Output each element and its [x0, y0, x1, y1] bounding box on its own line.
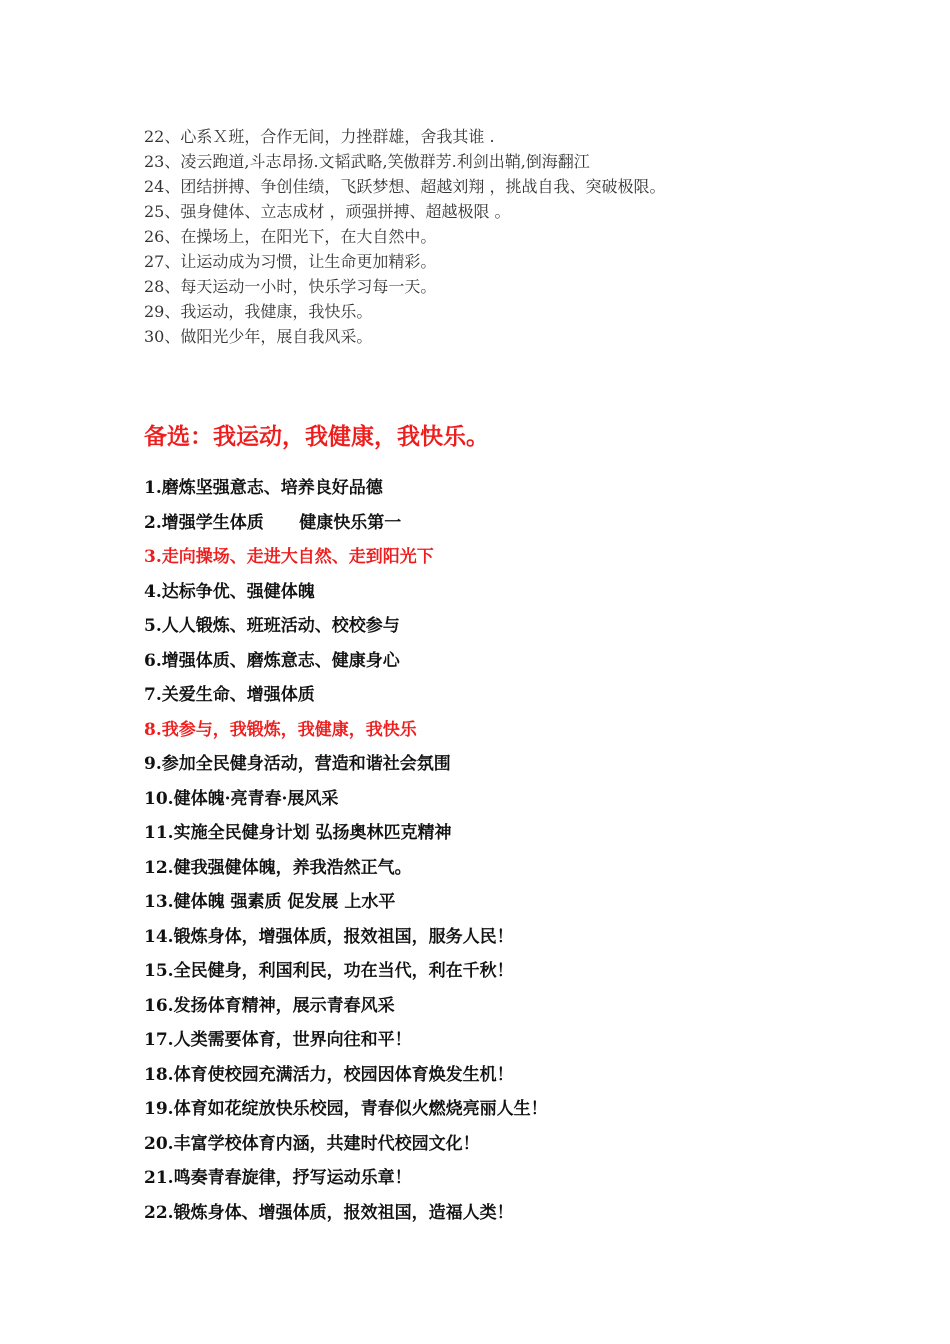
alt-slogan-item: 21.鸣奏青春旋律，抒写运动乐章！ [144, 1168, 412, 1188]
slogan-item: 29、我运动，我健康，我快乐。 [144, 302, 373, 321]
alt-slogan-item: 2.增强学生体质 健康快乐第一 [144, 512, 402, 533]
alt-slogan-item: 14.锻炼身体，增强体质，报效祖国，服务人民！ [144, 926, 514, 947]
alt-slogan-item: 4.达标争优、强健体魄 [144, 581, 315, 602]
alt-slogan-item: 19.体育如花绽放快乐校园，青春似火燃烧亮丽人生！ [144, 1099, 548, 1119]
slogan-item: 26、在操场上，在阳光下，在大自然中。 [144, 227, 437, 246]
alt-slogan-item: 20.丰富学校体育内涵，共建时代校园文化！ [144, 1133, 480, 1154]
alt-slogan-item: 9.参加全民健身活动，营造和谐社会氛围 [144, 754, 451, 774]
slogan-item: 24、团结拼搏、争创佳绩，飞跃梦想、超越刘翔 ，挑战自我、突破极限。 [144, 177, 666, 196]
slogan-item: 28、每天运动一小时，快乐学习每一天。 [144, 277, 437, 296]
alt-slogan-item: 17.人类需要体育，世界向往和平！ [144, 1030, 412, 1050]
slogan-item: 23、凌云跑道,斗志昂扬.文韬武略,笑傲群芳.利剑出鞘,倒海翻江 [144, 152, 590, 171]
alternative-heading: 备选：我运动，我健康，我快乐。 [144, 423, 489, 450]
alt-slogan-item-highlighted: 8.我参与，我锻炼，我健康，我快乐 [144, 719, 417, 740]
alt-slogan-item: 7.关爱生命、增强体质 [144, 685, 315, 705]
slogan-item: 30、做阳光少年，展自我风采。 [144, 327, 373, 346]
alternative-slogan-list [144, 471, 548, 1230]
alt-slogan-item: 5.人人锻炼、班班活动、校校参与 [144, 616, 400, 636]
slogan-item: 25、强身健体、立志成材 ，顽强拼搏、超越极限 。 [144, 202, 511, 221]
alt-slogan-item: 11.实施全民健身计划 弘扬奥林匹克精神 [144, 823, 452, 843]
alt-slogan-item: 12.健我强健体魄，养我浩然正气。 [144, 857, 412, 878]
slogan-list-continued [144, 124, 665, 349]
alt-slogan-item: 6.增强体质、磨炼意志、健康身心 [144, 650, 400, 671]
alt-slogan-item: 16.发扬体育精神，展示青春风采 [144, 995, 395, 1016]
alt-slogan-item: 15.全民健身，利国利民，功在当代，利在千秋！ [144, 961, 514, 981]
alt-slogan-item-highlighted: 3.走向操场、走进大自然、走到阳光下 [144, 547, 434, 567]
slogan-item: 22、心系Ｘ班，合作无间，力挫群雄，舍我其谁 . [144, 127, 495, 146]
alt-slogan-item: 22.锻炼身体、增强体质，报效祖国，造福人类！ [144, 1202, 514, 1223]
alt-slogan-item: 10.健体魄·亮青春·展风采 [144, 788, 339, 809]
slogan-item: 27、让运动成为习惯，让生命更加精彩。 [144, 252, 437, 271]
alt-slogan-item: 13.健体魄 强素质 促发展 上水平 [144, 892, 396, 912]
alt-slogan-item: 1.磨炼坚强意志、培养良好品德 [144, 478, 383, 498]
alt-slogan-item: 18.体育使校园充满活力，校园因体育焕发生机！ [144, 1064, 514, 1085]
